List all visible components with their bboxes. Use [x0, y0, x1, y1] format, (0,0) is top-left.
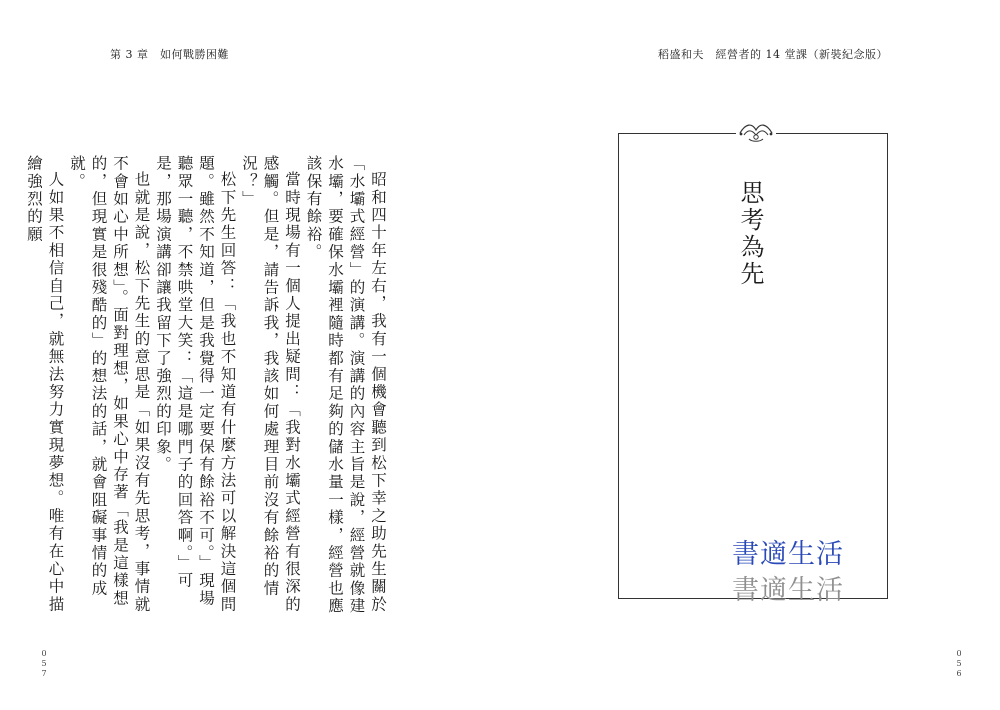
paragraph: 松下先生回答：「我也不知道有什麼方法可以解決這個問題。雖然不知道，但是我覺得一定要保有餘裕不可。」現場聽眾一聽，不禁哄堂大笑：「這是哪門子的回答啊。」可是，那場演講卻讓我留下了強烈的印象。 [154, 155, 237, 614]
page-number-digit: 5 [956, 659, 962, 668]
page-number-digit: 6 [956, 669, 962, 678]
page-number-digit: 7 [41, 669, 47, 678]
left-page-number [39, 649, 49, 679]
paragraph: 也就是說，松下先生的意思是「如果沒有先思考，事情就不會如心中所想」。面對理想，如果心中存著「我是這樣想的，但現實是很殘酷的」的想法的話，就會阻礙事情的成就。 [68, 155, 151, 614]
paragraph: 當時現場有一個人提出疑問：「我對水壩式經營有很深的感觸。但是，請告訴我，我該如何處理目前沒有餘裕的情況？」 [240, 155, 301, 614]
ornament-icon [736, 117, 776, 147]
watermark-text: 書適生活 [732, 539, 844, 570]
page-number-digit: 5 [41, 659, 47, 668]
right-page-number [954, 649, 964, 679]
page-number-digit: 0 [956, 649, 962, 658]
paragraph: 昭和四十年左右，我有一個機會聽到松下幸之助先生關於「水壩式經營」的演講。演講的內容主旨是說，經營就像建水壩，要確保水壩裡隨時都有足夠的儲水量一樣，經營也應該保有餘裕。 [304, 155, 387, 616]
left-running-head: 第 3 章 如何戰勝困難 [110, 48, 229, 61]
chapter-title: 思考為先 [736, 180, 764, 288]
paragraph: 人如果不相信自己，就無法努力實現夢想。唯有在心中描繪強烈的願 [25, 155, 65, 614]
watermark-shadow-text: 書適生活 [732, 575, 844, 606]
right-running-head: 稻盛和夫 經營者的 14 堂課（新裝紀念版） [658, 48, 888, 61]
body-text-column [25, 155, 388, 625]
page-number-digit: 0 [41, 649, 47, 658]
